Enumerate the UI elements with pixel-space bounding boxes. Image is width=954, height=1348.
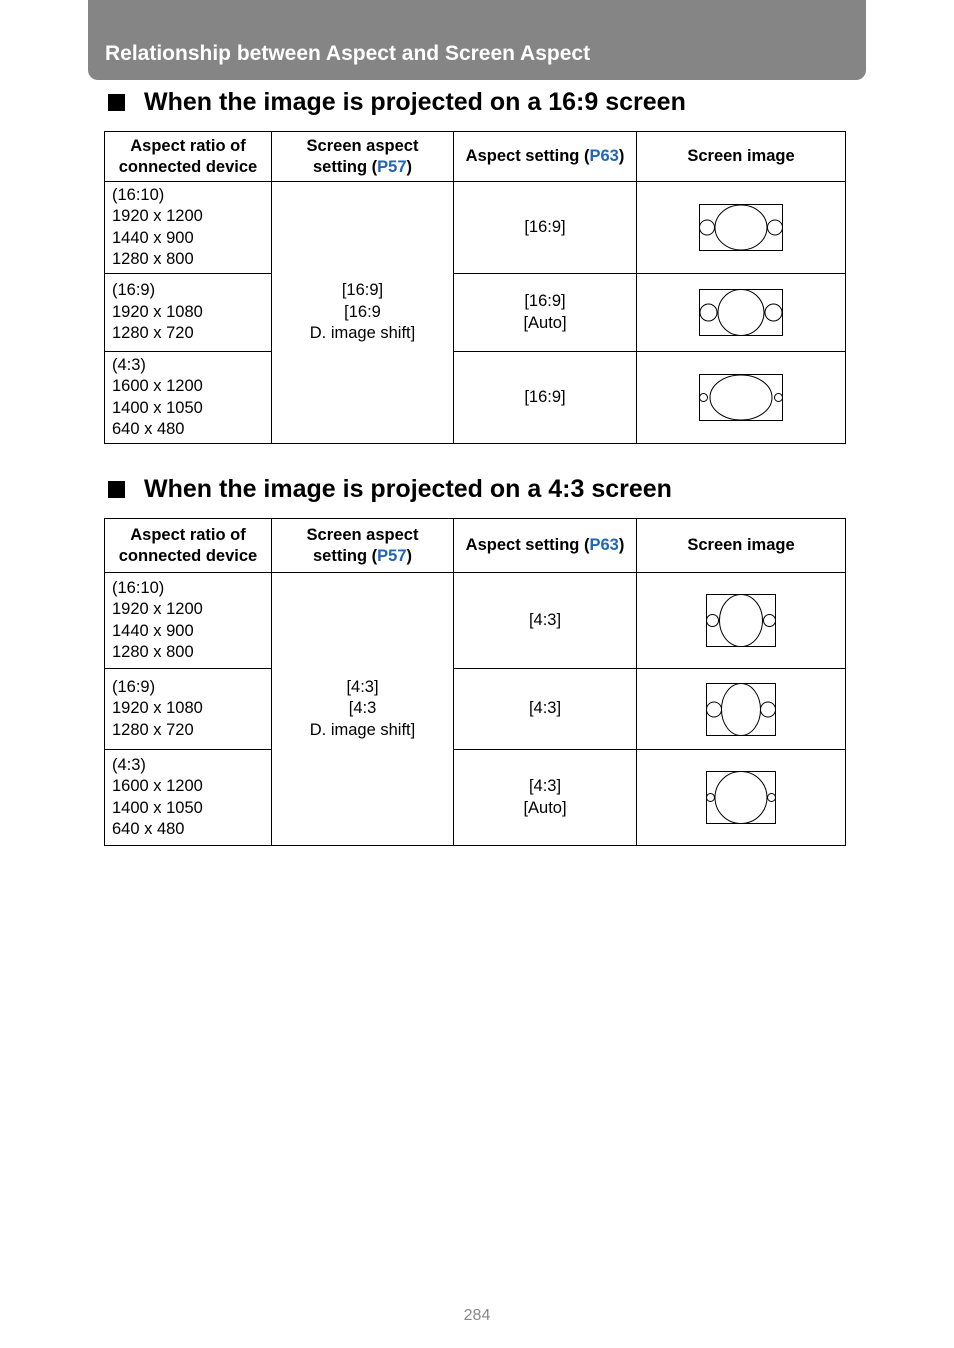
device-cell: (4:3) 1600 x 1200 1400 x 1050 640 x 480 [105, 750, 272, 846]
device-cell: (16:9) 1920 x 1080 1280 x 720 [105, 274, 272, 352]
device-cell: (4:3) 1600 x 1200 1400 x 1050 640 x 480 [105, 352, 272, 444]
device-cell: (16:10) 1920 x 1200 1440 x 900 1280 x 800 [105, 182, 272, 274]
screen-image-cell [637, 750, 846, 846]
section-heading-16-9 [106, 88, 686, 117]
table-row [105, 750, 846, 846]
screen-aspect-cell: [16:9] [16:9 D. image shift] [272, 182, 454, 444]
section-title: When the image is projected on a 4:3 screen [144, 475, 672, 503]
aspect-table-16-9 [104, 131, 846, 444]
screen-image-icon [706, 683, 776, 736]
aspect-setting-cell: [16:9] [454, 182, 637, 274]
table-header-row [105, 132, 846, 182]
col-header-screen-aspect: Screen aspect setting (P57) [272, 519, 454, 573]
link-p63[interactable]: P63 [589, 147, 619, 165]
col-header-device: Aspect ratio of connected device [105, 132, 272, 182]
link-p57[interactable]: P57 [377, 157, 407, 176]
screen-image-icon [706, 594, 776, 647]
table-row [105, 352, 846, 444]
square-bullet-icon [108, 481, 125, 498]
device-cell: (16:10) 1920 x 1200 1440 x 900 1280 x 800 [105, 573, 272, 669]
section-heading-4-3 [106, 475, 672, 504]
screen-image-cell [637, 573, 846, 669]
table-row [105, 182, 846, 274]
table-row [105, 573, 846, 669]
aspect-setting-cell: [16:9] [454, 352, 637, 444]
screen-image-icon [699, 289, 783, 336]
table-row [105, 274, 846, 352]
table-header-row [105, 519, 846, 573]
page-number: 284 [463, 1307, 491, 1324]
header-bar [88, 0, 866, 80]
link-p63[interactable]: P63 [589, 536, 619, 554]
screen-image-cell [637, 274, 846, 352]
screen-image-cell [637, 352, 846, 444]
col-header-screen-image: Screen image [637, 132, 846, 182]
aspect-setting-cell: [16:9] [Auto] [454, 274, 637, 352]
screen-image-cell [637, 669, 846, 750]
header-title: Relationship between Aspect and Screen Aspect [105, 42, 591, 65]
screen-image-icon [706, 771, 776, 824]
aspect-setting-cell: [4:3] [454, 573, 637, 669]
col-header-device: Aspect ratio of connected device [105, 519, 272, 573]
screen-image-icon [699, 204, 783, 251]
col-header-screen-image: Screen image [637, 519, 846, 573]
section-title: When the image is projected on a 16:9 screen [144, 88, 686, 116]
col-header-screen-aspect: Screen aspect setting (P57) [272, 132, 454, 182]
aspect-table-4-3 [104, 518, 846, 846]
device-cell: (16:9) 1920 x 1080 1280 x 720 [105, 669, 272, 750]
aspect-setting-cell: [4:3] [Auto] [454, 750, 637, 846]
col-header-aspect-setting: Aspect setting (P63) [454, 519, 637, 573]
square-bullet-icon [108, 94, 125, 111]
screen-image-icon [699, 374, 783, 421]
link-p57[interactable]: P57 [377, 546, 407, 565]
screen-image-cell [637, 182, 846, 274]
table-row [105, 669, 846, 750]
aspect-setting-cell: [4:3] [454, 669, 637, 750]
col-header-aspect-setting: Aspect setting (P63) [454, 132, 637, 182]
screen-aspect-cell: [4:3] [4:3 D. image shift] [272, 573, 454, 846]
